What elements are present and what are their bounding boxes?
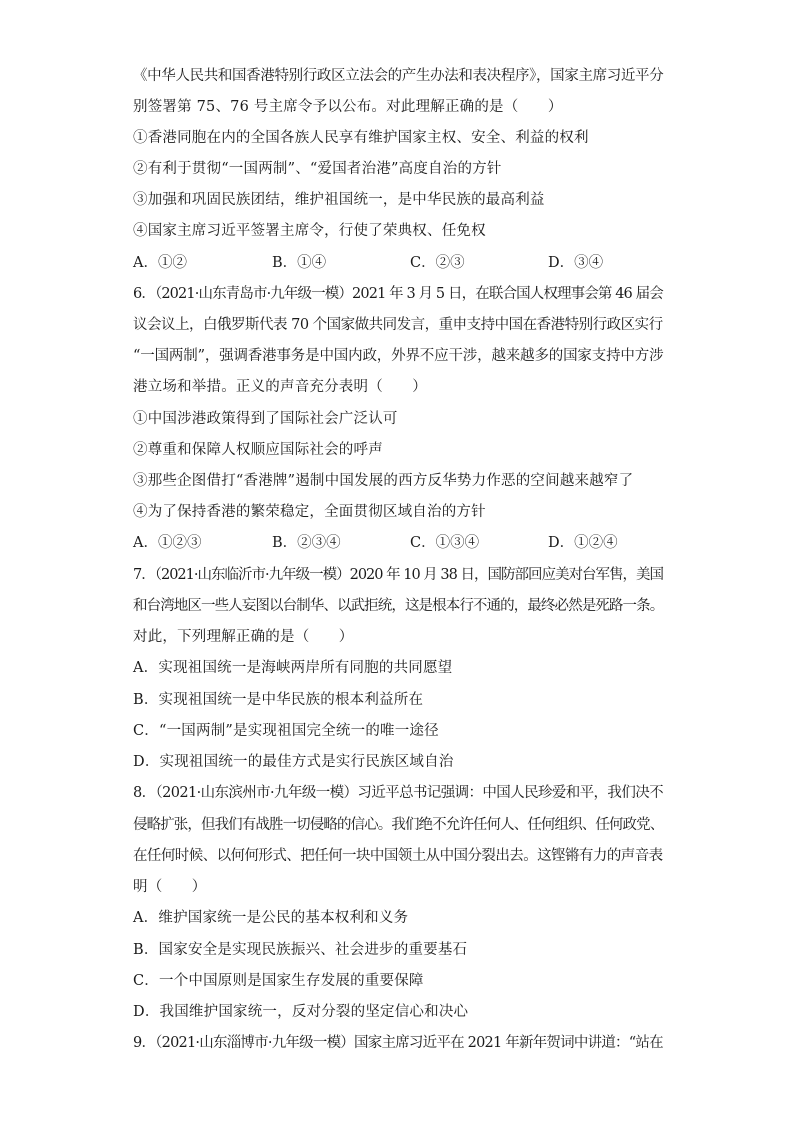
q5-option-a: A．①② [133, 255, 187, 271]
q6-option-d: D．①②④ [548, 535, 618, 551]
q6-statement-4: ④为了保持香港的繁荣稳定，全面贯彻区域自治的方针 [133, 504, 486, 520]
q8-choice-c: C．一个中国原则是国家生存发展的重要保障 [133, 973, 424, 989]
q6-stem-line-1: 6．（2021·山东青岛市·九年级一模）2021 年 3 月 5 日，在联合国人权理事会第 46 届会 [133, 286, 663, 302]
q6-statement-2: ②尊重和保障人权顺应国际社会的呼声 [133, 442, 383, 458]
q6-option-c: C．①③④ [410, 535, 480, 551]
q7-choice-d: D．实现祖国统一的最佳方式是实行民族区域自治 [133, 754, 454, 770]
q6-stem-line-2: 议会议上，白俄罗斯代表 70 个国家做共同发言，重申支持中国在香港特别行政区实行 [133, 317, 663, 333]
q8-choice-a: A．维护国家统一是公民的基本权利和义务 [133, 910, 409, 926]
q6-statement-1: ①中国涉港政策得到了国际社会广泛认可 [133, 411, 398, 427]
q7-choice-c: C．“一国两制”是实现祖国完全统一的唯一途径 [133, 723, 439, 739]
q8-stem-line-3: 在任何时候、以何何形式、把任何一块中国领土从中国分裂出去。这铿锵有力的声音表 [133, 848, 663, 864]
q5-statement-1: ①香港同胞在内的全国各族人民享有维护国家主权、安全、利益的权利 [133, 130, 589, 146]
q7-stem-line-1: 7．（2021·山东临沂市·九年级一模）2020 年 10 月 38 日，国防部回应美对台军售，美国 [133, 567, 663, 583]
q6-statement-3: ③那些企图借打“香港牌”遏制中国发展的西方反华势力作恶的空间越来越窄了 [133, 473, 634, 489]
q5-statement-4: ④国家主席习近平签署主席令，行使了荣典权、任免权 [133, 223, 486, 239]
q5-option-b: B．①④ [272, 255, 327, 271]
q5-option-d: D．③④ [548, 255, 604, 271]
q8-stem-line-4: 明（ ） [133, 879, 207, 895]
q8-stem-line-2: 侵略扩张，但我们有战胜一切侵略的信心。我们绝不允许任何人、任何组织、任何政党、 [133, 817, 664, 833]
q8-choice-d: D．我国维护国家统一，反对分裂的坚定信心和决心 [133, 1004, 469, 1020]
q6-option-a: A．①②③ [133, 535, 202, 551]
q5-stem-line-2: 别签署第 75、76 号主席令予以公布。对此理解正确的是（ ） [133, 99, 563, 115]
q7-choice-b: B．实现祖国统一是中华民族的根本利益所在 [133, 692, 424, 708]
q6-stem-line-4: 港立场和举措。正义的声音充分表明（ ） [133, 379, 427, 395]
q6-stem-line-3: “一国两制”，强调香港事务是中国内政，外界不应干涉，越来越多的国家支持中方涉 [133, 348, 664, 364]
q5-options [133, 253, 663, 273]
q5-statement-2: ②有利于贯彻“一国两制”、“爱国者治港”高度自治的方针 [133, 161, 502, 177]
q5-stem-line-1: 《中华人民共和国香港特别行政区立法会的产生办法和表决程序》，国家主席习近平分 [133, 68, 664, 84]
q5-option-c: C．②③ [410, 255, 465, 271]
q5-statement-3: ③加强和巩固民族团结，维护祖国统一，是中华民族的最高利益 [133, 192, 545, 208]
q7-stem-line-3: 对此，下列理解正确的是（ ） [133, 629, 354, 645]
q6-option-b: B．②③④ [272, 535, 341, 551]
q8-choice-b: B．国家安全是实现民族振兴、社会进步的重要基石 [133, 942, 468, 958]
q7-choice-a: A．实现祖国统一是海峡两岸所有同胞的共同愿望 [133, 660, 453, 676]
q9-stem-line-1: 9．（2021·山东淄博市·九年级一模）国家主席习近平在 2021 年新年贺词中讲道：“站在 [133, 1035, 663, 1051]
q7-stem-line-2: 和台湾地区一些人妄图以台制华、以武拒统，这是根本行不通的，最终必然是死路一条。 [133, 598, 664, 614]
q6-options [133, 533, 663, 553]
q8-stem-line-1: 8．（2021·山东滨州市·九年级一模）习近平总书记强调：中国人民珍爱和平，我们决不 [133, 785, 663, 801]
